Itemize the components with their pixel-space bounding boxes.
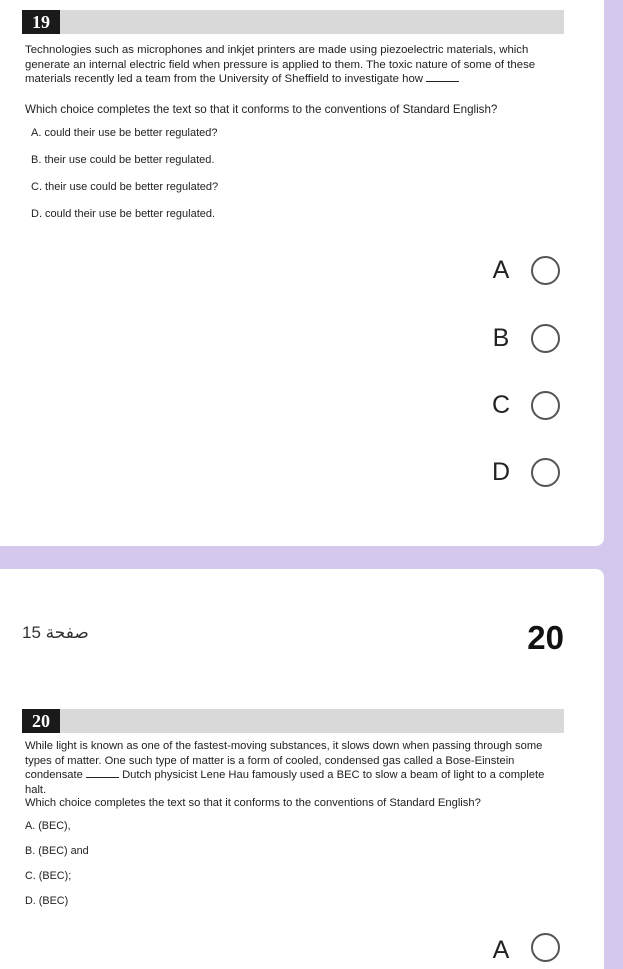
- question-number-large: 20: [527, 619, 564, 656]
- choice-a-text: A. (BEC),: [25, 820, 71, 832]
- question-20-card: [0, 569, 604, 969]
- choice-a-text: A. could their use be better regulated?: [31, 127, 218, 139]
- question-prompt: Which choice completes the text so that it conforms to the conventions of Standard English?: [25, 103, 498, 116]
- choice-c-text: C. their use could be better regulated?: [31, 181, 219, 193]
- answer-radio-c[interactable]: [531, 391, 560, 420]
- answer-label-a: A: [492, 936, 510, 964]
- choice-b-text: B. (BEC) and: [25, 845, 89, 857]
- question-number: 20: [22, 709, 60, 733]
- answer-blank: [86, 768, 119, 778]
- choice-d-text: D. could their use be better regulated.: [31, 208, 216, 220]
- question-header-bar: [22, 709, 564, 733]
- answer-radio-b[interactable]: [531, 324, 560, 353]
- question-passage: While light is known as one of the fastest-moving substances, it slows down when passing through some types of matter. One such type of matter is a form of cooled, condensed gas called a Bose-Einstein condensate Dutch physicist Lene Hau famously used a BEC to slow a beam of light to a complete halt.: [25, 740, 545, 796]
- answer-label-b: B: [492, 324, 510, 352]
- answer-radio-d[interactable]: [531, 458, 560, 487]
- question-header-bar: [22, 10, 564, 34]
- question-passage: Technologies such as microphones and inkjet printers are made using piezoelectric materials, which generate an internal electric field when pressure is applied to them. The toxic nature of some of these materials recently led a team from the University of Sheffield to investigate how: [25, 44, 536, 85]
- answer-label-d: D: [491, 458, 511, 486]
- answer-label-c: C: [491, 391, 511, 419]
- question-prompt: Which choice completes the text so that it conforms to the conventions of Standard English?: [25, 797, 481, 809]
- answer-label-a: A: [492, 256, 510, 284]
- choice-b-text: B. their use could be better regulated.: [31, 154, 215, 166]
- choice-d-text: D. (BEC): [25, 895, 69, 907]
- answer-blank: [426, 72, 459, 82]
- question-number: 19: [22, 10, 60, 34]
- page-label: صفحة 15: [22, 623, 89, 642]
- answer-radio-a[interactable]: [531, 256, 560, 285]
- choice-c-text: C. (BEC);: [25, 870, 72, 882]
